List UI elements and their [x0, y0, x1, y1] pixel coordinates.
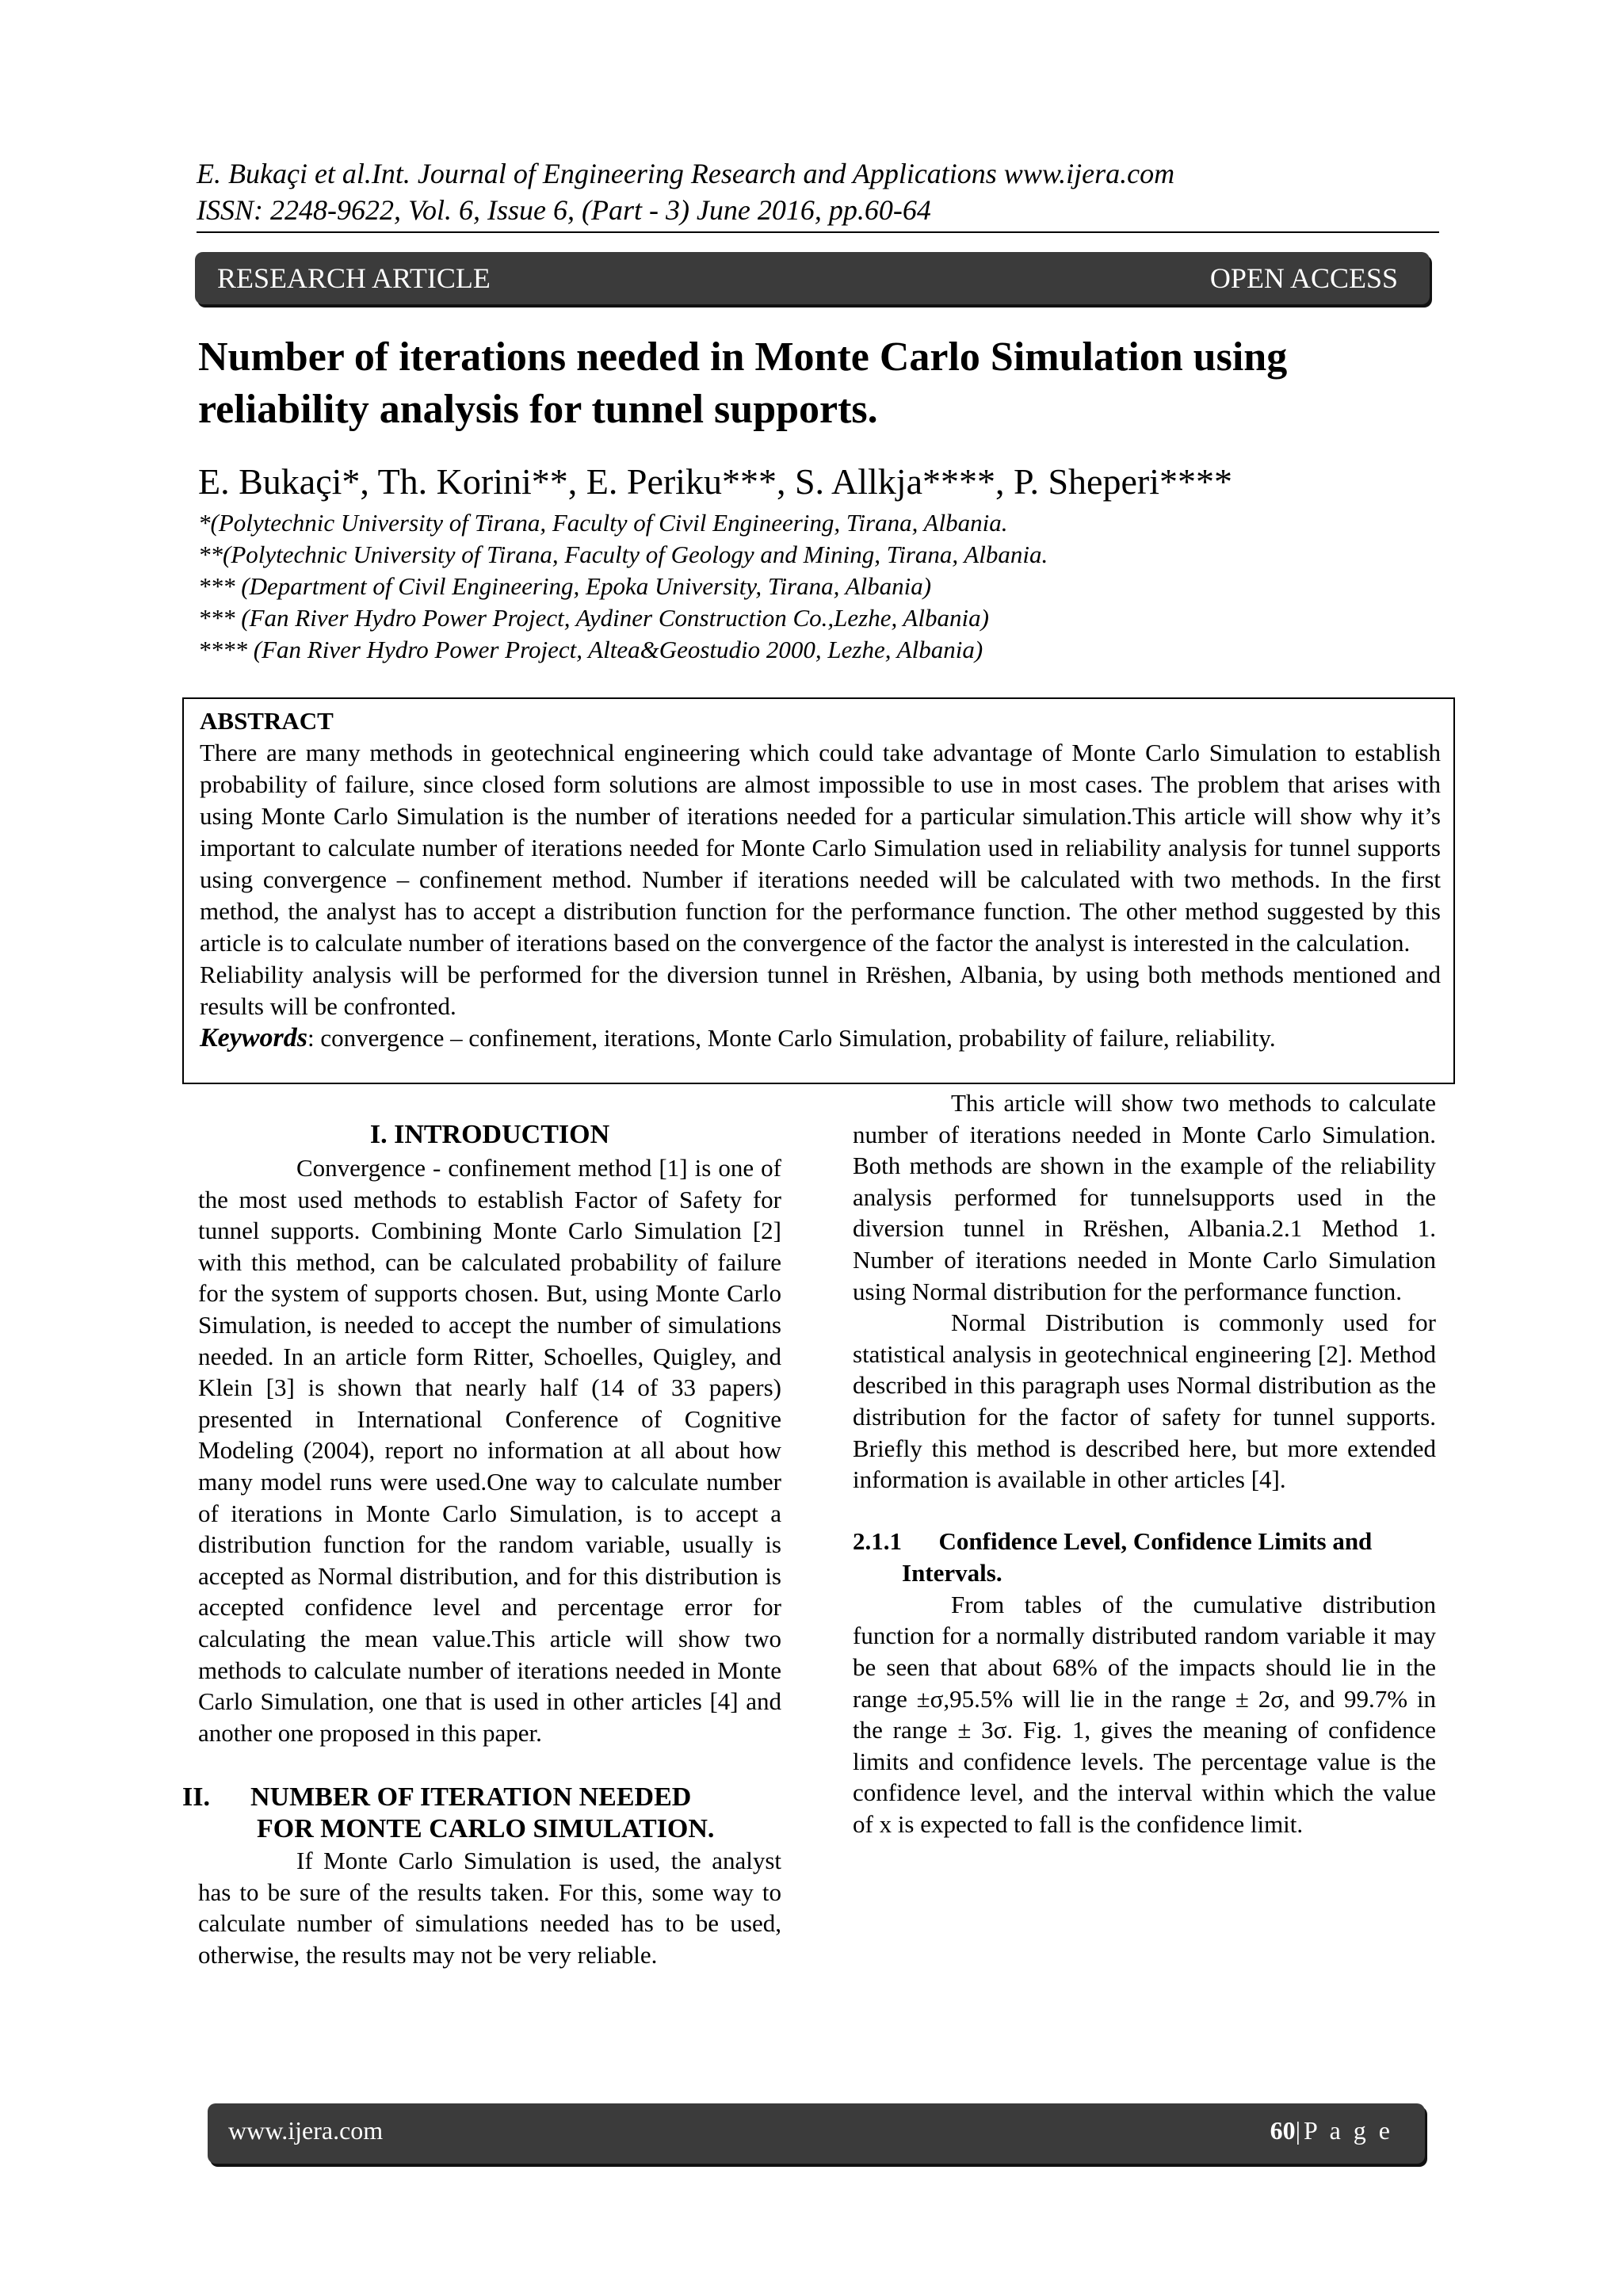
running-header-line2: ISSN: 2248-9622, Vol. 6, Issue 6, (Part - 3) June 2016, pp.60-64 — [197, 194, 931, 226]
running-header-line1: E. Bukaçi et al.Int. Journal of Engineering Research and Applications www.ijera.com — [197, 158, 1175, 189]
running-header — [197, 155, 1174, 228]
section-heading-iterations — [182, 1782, 781, 1845]
abstract-paragraph: Reliability analysis will be performed for the diversion tunnel in Rrëshen, Albania, by using both methods mentioned and results will be confronted. — [200, 961, 1441, 1020]
right-paragraph: Normal Distribution is commonly used for statistical analysis in geotechnical engineering [2]. Method described in this paragraph uses Normal distribution as the distribution for the factor of safety for tunnel supports. Briefly this method is described here, but more extended information is available in other articles [4]. — [853, 1308, 1436, 1494]
research-article-label: RESEARCH ARTICLE — [217, 262, 491, 294]
left-column — [182, 1119, 781, 1971]
paper-title — [198, 331, 1434, 436]
iterations-paragraph: If Monte Carlo Simulation is used, the analyst has to be sure of the results taken. For this, some way to calculate number of simulations needed has to be used, otherwise, the results may not be very reliable. — [198, 1847, 781, 1969]
subsection-heading-line1: 2.1.1 Confidence Level, Confidence Limits and — [853, 1526, 1373, 1555]
affiliation: **** (Fan River Hydro Power Project, Altea&Geostudio 2000, Lezhe, Albania) — [198, 636, 983, 663]
subsection-heading-line2: Intervals. — [902, 1558, 1002, 1587]
abstract-box — [182, 697, 1455, 1084]
affiliation: *** (Fan River Hydro Power Project, Aydiner Construction Co.,Lezhe, Albania) — [198, 604, 989, 632]
abstract-paragraph: There are many methods in geotechnical engineering which could take advantage of Monte Carlo Simulation to establish probability of failure, since closed form solutions are almost impossible to use in most cases. The problem that arises with using Monte Carlo Simulation is the number of iterations needed for a particular simulation.This article will show why it’s important to calculate number of iterations needed for Monte Carlo Simulation used in reliability analysis for tunnel supports using convergence – confinement method. Number if iterations needed will be calculated with two methods. In the first method, the analyst has to accept a distribution function for the performance function. The other method suggested by this article is to calculate number of iterations based on the convergence of the factor the analyst is interested in the calculation. — [200, 739, 1441, 957]
article-type-banner — [195, 252, 1430, 304]
footer-page — [1270, 2116, 1393, 2145]
introduction-paragraph: Convergence - confinement method [1] is one of the most used methods to establish Factor of Safety for tunnel supports. Combining Monte Carlo Simulation [2] with this method, can be calculated probability of failure for the system of supports chosen. But, using Monte Carlo Simulation, is needed to accept the number of simulations needed. In an article form Ritter, Schoelles, Quigley, and Klein [3] is shown that nearly half (14 of 33 papers) presented in International Conference of Cognitive Modeling (2004), report no information at all about how many model runs were used.One way to calculate number of iterations in Monte Carlo Simulation, is to accept a distribution function for the random variable, usually is accepted as Normal distribution, and for this distribution is accepted confidence level and percentage error for calculating the mean value.This article will show two methods to calculate number of iterations needed in Monte Carlo Simulation, one that is used in other articles [4] and another one proposed in this paper. — [198, 1154, 781, 1747]
keywords-text: : convergence – confinement, iterations, Monte Carlo Simulation, probability of failure, reliability. — [307, 1024, 1276, 1052]
affiliations — [198, 507, 1048, 666]
abstract-heading: ABSTRACT — [200, 707, 334, 735]
affiliation: *(Polytechnic University of Tirana, Faculty of Civil Engineering, Tirana, Albania. — [198, 509, 1008, 537]
section-heading-line1: II. NUMBER OF ITERATION NEEDED — [182, 1782, 692, 1813]
page-label: |P a g e — [1295, 2116, 1393, 2145]
section-heading-introduction: I. INTRODUCTION — [369, 1120, 610, 1149]
subsection-heading — [853, 1526, 1436, 1589]
title-line2: reliability analysis for tunnel supports. — [198, 387, 878, 432]
right-paragraph: This article will show two methods to calculate number of iterations needed in Monte Carlo Simulation. Both methods are shown in the example of the reliability analysis performed for tunnelsupports used in the diversion tunnel in Rrëshen, Albania.2.1 Method 1. Number of iterations needed in Monte Carlo Simulation using Normal distribution for the performance function. — [853, 1089, 1436, 1305]
footer-website: www.ijera.com — [228, 2116, 384, 2145]
title-line1: Number of iterations needed in Monte Carlo Simulation using — [198, 334, 1288, 380]
header-rule — [197, 231, 1439, 233]
right-paragraph: From tables of the cumulative distribution function for a normally distributed random variable it may be seen that about 68% of the impacts should lie in the range ±σ,95.5% will lie in the range ± 2σ, and 99.7% in the range ± 3σ. Fig. 1, gives the meaning of confidence limits and confidence levels. The percentage value is the confidence level, and the interval within which the value of x is expected to fall is the confidence limit. — [853, 1590, 1436, 1838]
page-footer — [208, 2103, 1425, 2164]
affiliation: *** (Department of Civil Engineering, Epoka University, Tirana, Albania) — [198, 572, 932, 600]
right-column — [853, 1087, 1436, 1839]
page-number: 60 — [1270, 2116, 1296, 2145]
affiliation: **(Polytechnic University of Tirana, Faculty of Geology and Mining, Tirana, Albania. — [198, 541, 1048, 568]
keywords-label: Keywords — [200, 1023, 307, 1052]
section-heading-line2: FOR MONTE CARLO SIMULATION. — [257, 1814, 715, 1844]
authors: E. Bukaçi*, Th. Korini**, E. Periku***, S. Allkja****, P. Sheperi**** — [198, 461, 1232, 502]
keywords — [200, 1022, 1441, 1054]
open-access-label: OPEN ACCESS — [1209, 262, 1398, 294]
